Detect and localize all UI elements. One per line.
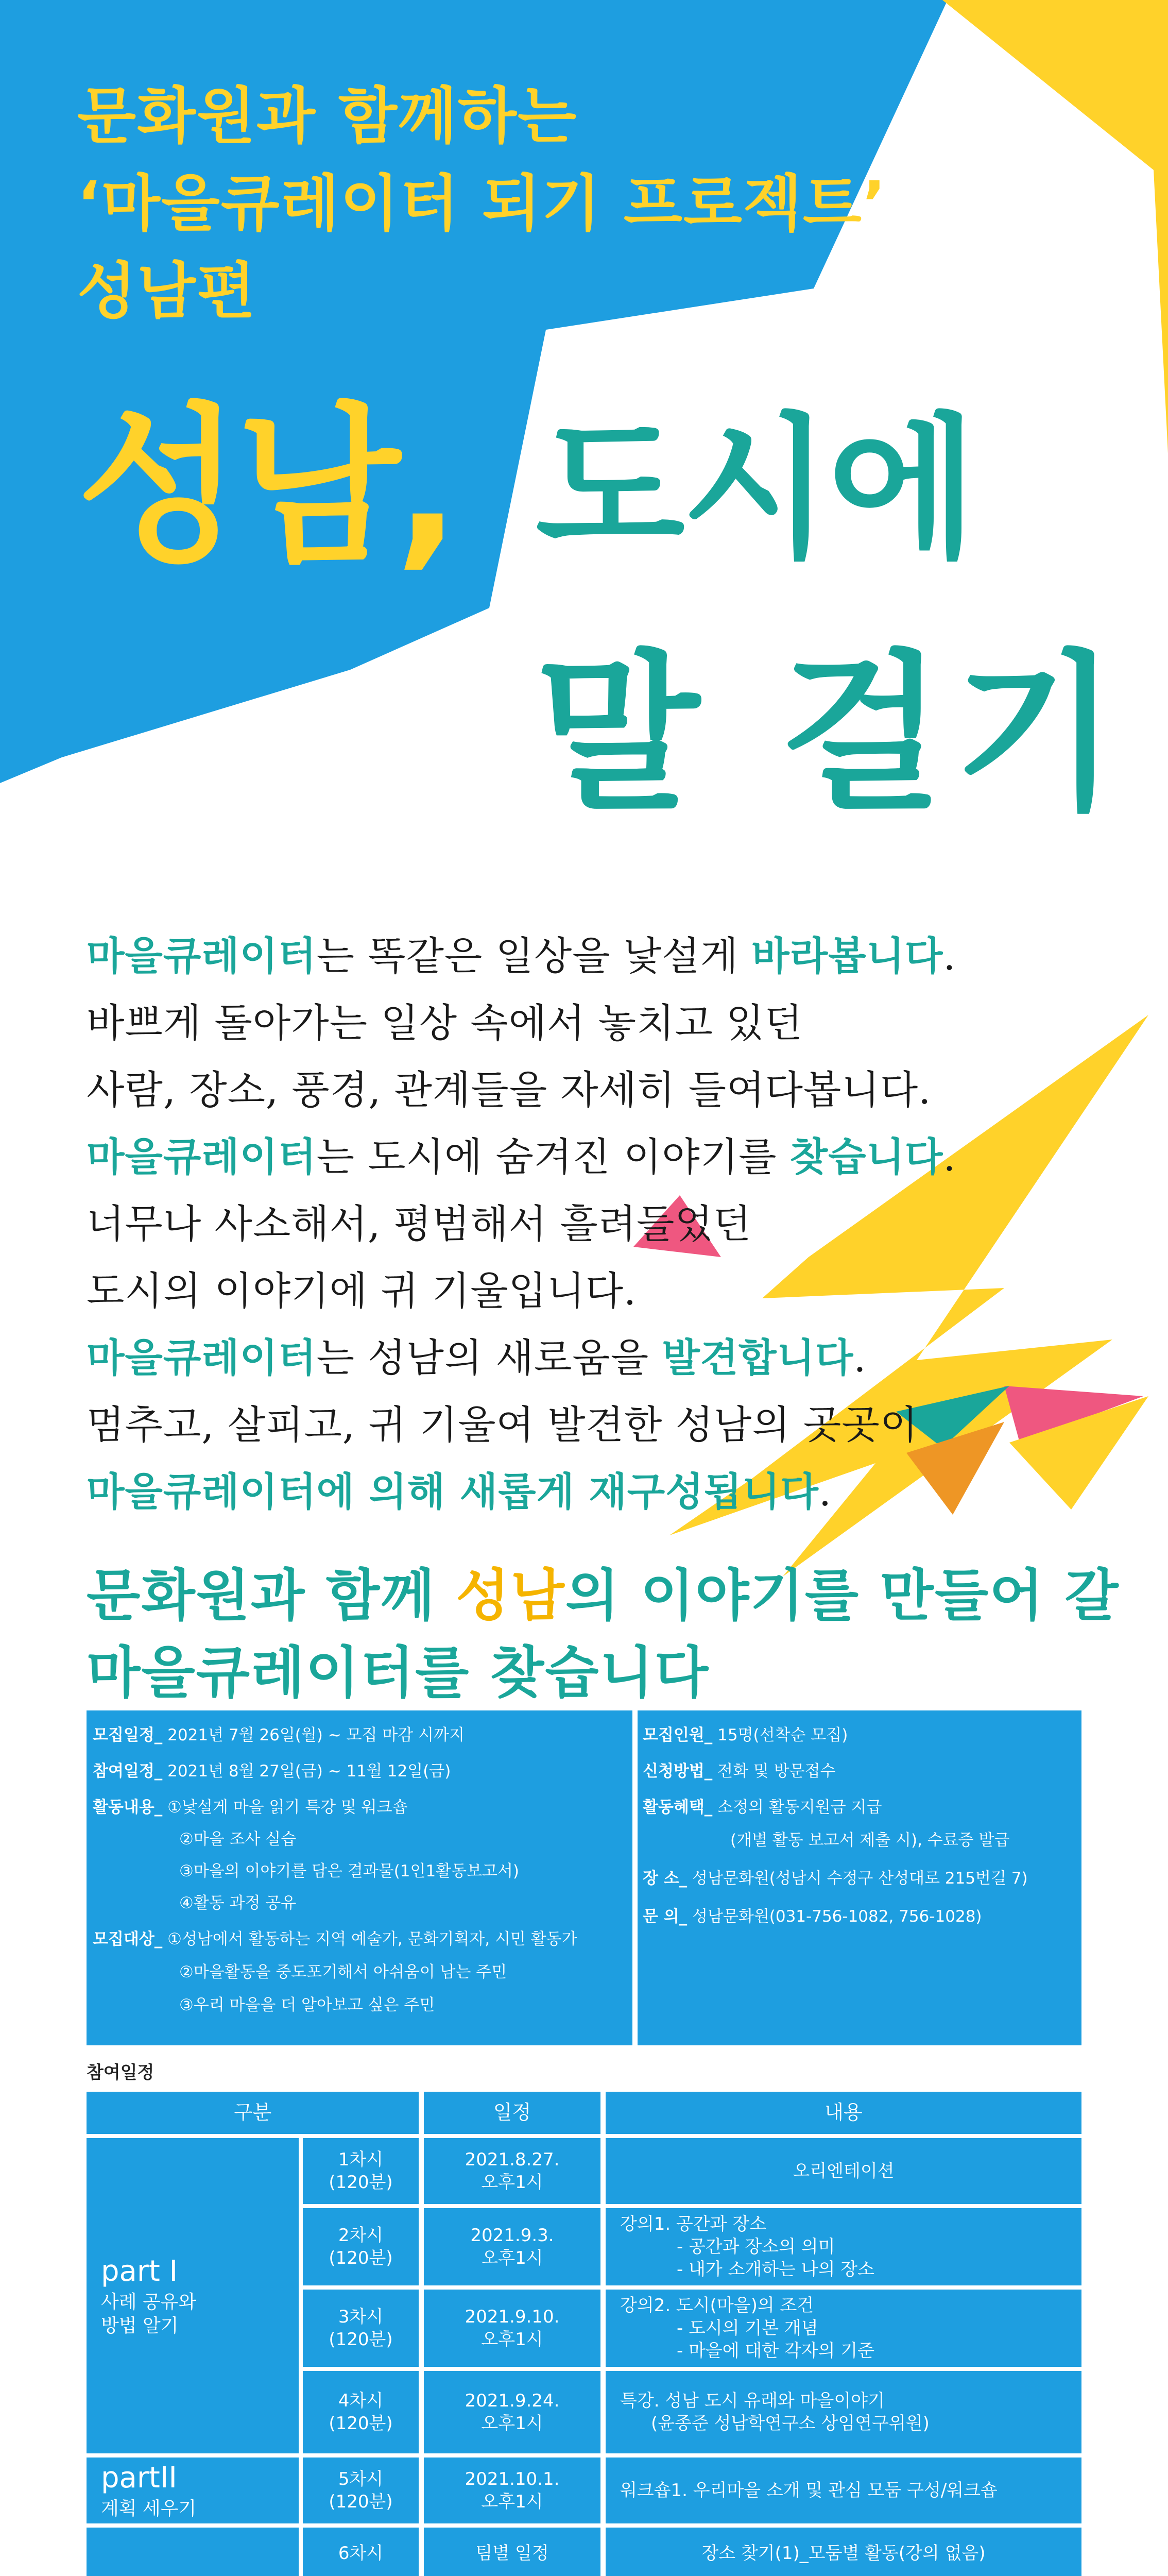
intro-line-2: 바쁘게 돌아가는 일상 속에서 놓치고 있던 <box>87 1000 803 1046</box>
header-line-3: 성남편 <box>77 256 256 327</box>
contact: 문 의_ 성남문화원(031-756-1082, 756-1028) <box>643 1907 982 1926</box>
intro-line-4: 마을큐레이터는 도시에 숨겨진 이야기를 찾습니다. <box>87 1134 956 1180</box>
date-cell: 2021.8.27. 오후1시 <box>424 2138 600 2204</box>
header-category: 구분 <box>87 2092 419 2134</box>
header-content: 내용 <box>606 2092 1081 2134</box>
recruit-target-3: ③우리 마을을 더 알아보고 싶은 주민 <box>179 1996 435 2014</box>
recruit-heading-2: 마을큐레이터를 찾습니다 <box>87 1641 710 1705</box>
intro-line-7: 마을큐레이터는 성남의 새로움을 발견합니다. <box>87 1335 867 1381</box>
recruit-count: 모집인원_ 15명(선착순 모집) <box>643 1726 848 1744</box>
session-cell: 1차시 (120분) <box>303 2138 419 2204</box>
info-box-right <box>638 1710 1081 2045</box>
date-cell: 팀별 일정 <box>424 2528 600 2576</box>
session-cell: 6차시 <box>303 2528 419 2576</box>
part-1: part I 사례 공유와 방법 알기 <box>87 2138 299 2453</box>
recruit-target: 모집대상_ ①성남에서 활동하는 지역 예술가, 문화기획자, 시민 활동가 <box>93 1930 577 1948</box>
activity-content-2: ②마을 조사 실습 <box>179 1830 297 1849</box>
session-cell: 4차시 (120분) <box>303 2371 419 2453</box>
content-cell: 장소 찾기(1)_모둠별 활동(강의 없음) <box>606 2528 1081 2576</box>
activity-content: 활동내용_ ①낯설게 마을 읽기 특강 및 워크숍 <box>93 1798 408 1817</box>
header-date: 일정 <box>424 2092 600 2134</box>
place: 장 소_ 성남문화원(성남시 수정구 산성대로 215번길 7) <box>643 1869 1028 1888</box>
date-cell: 2021.9.3. 오후1시 <box>424 2208 600 2285</box>
intro-line-9: 마을큐레이터에 의해 새롭게 재구성됩니다. <box>87 1469 832 1515</box>
content-cell: 오리엔테이션 <box>606 2138 1081 2204</box>
schedule-title: 참여일정 <box>87 2062 154 2083</box>
activity-benefit: 활동혜택_ 소정의 활동지원금 지급 <box>643 1798 882 1817</box>
intro-line-8: 멈추고, 살피고, 귀 기울여 발견한 성남의 곳곳이 <box>87 1402 919 1448</box>
header-line-1: 문화원과 함께하는 <box>77 80 577 151</box>
header-line-2: ‘마을큐레이터 되기 프로젝트’ <box>77 168 887 239</box>
content-cell: 특강. 성남 도시 유래와 마을이야기 (윤종준 성남학연구소 상임연구위원) <box>606 2371 1081 2453</box>
title-seongnam: 성남, <box>77 388 455 586</box>
session-cell: 5차시 (120분) <box>303 2458 419 2523</box>
date-cell: 2021.9.24. 오후1시 <box>424 2371 600 2453</box>
activity-benefit-2: (개별 활동 보고서 제출 시), 수료증 발급 <box>730 1831 1010 1850</box>
title-dosie: 도시에 <box>536 399 974 579</box>
part-3 <box>87 2528 299 2576</box>
recruit-target-2: ②마을활동을 중도포기해서 아쉬움이 남는 주민 <box>179 1963 507 1981</box>
intro-line-1: 마을큐레이터는 똑같은 일상을 낯설게 바라봅니다. <box>87 933 956 979</box>
yellow-wedge-top <box>942 0 1168 453</box>
content-cell: 강의2. 도시(마을)의 조건 - 도시의 기본 개념 - 마을에 대한 각자의 기준 <box>606 2290 1081 2367</box>
intro-line-3: 사람, 장소, 풍경, 관계들을 자세히 들여다봅니다. <box>87 1067 932 1113</box>
content-cell: 강의1. 공간과 장소 - 공간과 장소의 의미 - 내가 소개하는 나의 장소 <box>606 2208 1081 2285</box>
activity-content-3: ③마을의 이야기를 담은 결과물(1인1활동보고서) <box>179 1862 520 1880</box>
recruit-period: 모집일정_ 2021년 7월 26일(월) ~ 모집 마감 시까지 <box>93 1726 465 1744</box>
intro-line-5: 너무나 사소해서, 평범해서 흘려들었던 <box>87 1201 752 1247</box>
session-cell: 3차시 (120분) <box>303 2290 419 2367</box>
activity-content-4: ④활동 과정 공유 <box>179 1894 297 1912</box>
part-2: partII 계획 세우기 <box>87 2458 299 2523</box>
intro-line-6: 도시의 이야기에 귀 기울입니다. <box>87 1268 637 1314</box>
title-malgeolgi: 말 걸기 <box>536 635 1129 833</box>
date-cell: 2021.10.1. 오후1시 <box>424 2458 600 2523</box>
info-box-left <box>87 1710 632 2045</box>
session-cell: 2차시 (120분) <box>303 2208 419 2285</box>
recruit-heading-1: 문화원과 함께 성남의 이야기를 만들어 갈 <box>87 1564 1120 1628</box>
content-cell: 워크숍1. 우리마을 소개 및 관심 모둠 구성/워크숍 <box>606 2458 1081 2523</box>
date-cell: 2021.9.10. 오후1시 <box>424 2290 600 2367</box>
participation-period: 참여일정_ 2021년 8월 27일(금) ~ 11월 12일(금) <box>93 1762 451 1781</box>
apply-method: 신청방법_ 전화 및 방문접수 <box>643 1762 836 1781</box>
